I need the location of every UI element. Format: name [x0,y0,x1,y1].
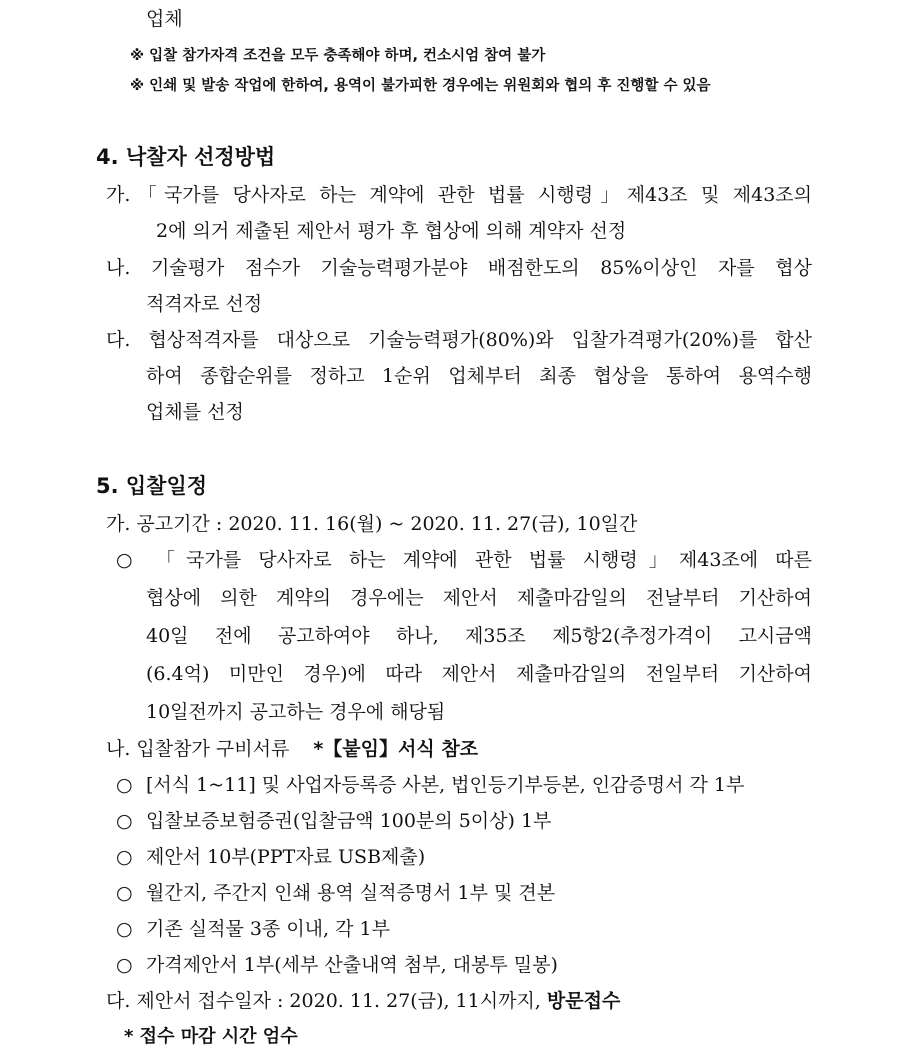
section5-heading: 5. 입찰일정 [96,474,208,498]
section4-item-da-line2: 하여 종합순위를 정하고 1순위 업체부터 최종 협상을 통하여 용역수행 [146,365,812,387]
document-list-item: ○ 입찰보증보험증권(입찰금액 100분의 5이상) 1부 [116,810,552,832]
deadline-note: * 접수 마감 시간 엄수 [124,1026,298,1047]
section5-notice-line5: 10일전까지 공고하는 경우에 해당됨 [146,701,446,723]
section5-notice-line1: 「국가를 당사자로 하는 계약에 관한 법률 시행령」제43조에 따른 [156,549,812,571]
section4-item-ga-line2: 2에 의거 제출된 제안서 평가 후 협상에 의해 계약자 선정 [156,220,627,242]
section5-notice-line4: (6.4억) 미만인 경우)에 따라 제안서 제출마감일의 전일부터 기산하여 [146,663,812,685]
visit-submission: 방문접수 [546,990,621,1012]
section4-item-na-line1: 나. 기술평가 점수가 기술능력평가분야 배점한도의 85%이상인 자를 협상 [106,257,812,279]
note-eligibility: ※ 입찰 참가자격 조건을 모두 충족해야 하며, 컨소시엄 참여 불가 [130,48,546,64]
document-list-item: ○ 가격제안서 1부(세부 산출내역 첨부, 대봉투 밀봉) [116,954,558,976]
section5-notice-line2: 협상에 의한 계약의 경우에는 제안서 제출마감일의 전날부터 기산하여 [146,587,812,609]
continuation-line: 업체 [146,8,183,30]
bullet-circle: ○ [116,882,133,904]
document-list-item: ○ 월간지, 주간지 인쇄 용역 실적증명서 1부 및 견본 [116,882,556,904]
section5-item-na [106,737,478,761]
bullet-circle: ○ [116,774,133,796]
section4-item-da-line1: 다. 협상적격자를 대상으로 기술능력평가(80%)와 입찰가격평가(20%)를 합산 [106,329,812,351]
section4-item-ga-line1: 가.「국가를 당사자로 하는 계약에 관한 법률 시행령」제43조 및 제43조의 [106,184,812,206]
document-list-item: ○ 기존 실적물 3종 이내, 각 1부 [116,918,390,940]
note-subcontract: ※ 인쇄 및 발송 작업에 한하여, 용역이 불가피한 경우에는 위원회와 협의 후 진행할 수 있음 [130,78,711,94]
section5-item-ga: 가. 공고기간 : 2020. 11. 16(월) ~ 2020. 11. 27(금), 10일간 [106,513,638,535]
required-documents-label: 나. 입찰참가 구비서류 [106,738,290,760]
bullet-circle: ○ [116,918,133,940]
document-list-item: ○ [서식 1~11] 및 사업자등록증 사본, 법인등기부등본, 인감증명서 각 1부 [116,774,745,796]
section5-notice-line3: 40일 전에 공고하여야 하나, 제35조 제5항2(추정가격이 고시금액 [146,625,812,647]
bullet-circle: ○ [116,810,133,832]
section4-item-da-line3: 업체를 선정 [146,401,244,423]
submission-date: 다. 제안서 접수일자 : 2020. 11. 27(금), 11시까지, [106,990,541,1012]
bullet-circle: ○ [116,549,133,571]
attachment-reference: *【붙임】서식 참조 [313,738,479,760]
bullet-circle: ○ [116,846,133,868]
bullet-circle: ○ [116,954,133,976]
section4-heading: 4. 낙찰자 선정방법 [96,145,276,169]
document-list-item: ○ 제안서 10부(PPT자료 USB제출) [116,846,426,868]
section5-item-da [106,989,620,1013]
section4-item-na-line2: 적격자로 선정 [146,293,263,315]
